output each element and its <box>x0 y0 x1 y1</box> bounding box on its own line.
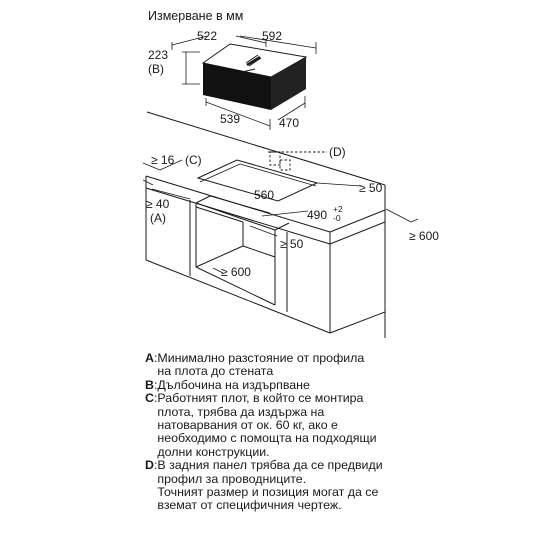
legend-text-line: плота, трябва да издържа на <box>157 404 325 419</box>
legend-key <box>145 459 157 513</box>
legend-key-separator: : <box>153 377 158 392</box>
legend-text-line: В задния панел трябва да се предвиди <box>157 458 383 473</box>
legend-key-letter: B <box>145 377 154 392</box>
legend-item-a <box>145 352 550 379</box>
ref-D: (D) <box>329 145 346 159</box>
legend-text-line: необходимо с помощта на подходящи <box>157 431 377 446</box>
legend-text <box>157 459 550 513</box>
dim-cutout-depth: 490 <box>307 208 328 222</box>
legend-key-separator: : <box>153 458 158 473</box>
dim-min-front-ref: (A) <box>150 211 166 225</box>
dim-cutout-width: 560 <box>254 188 275 202</box>
legend <box>145 352 550 513</box>
legend-item-b <box>145 379 550 392</box>
legend-key <box>145 392 157 459</box>
dim-min-profile-ref: (C) <box>185 153 202 167</box>
legend-text-line: Минимално разстояние от профила <box>157 351 365 365</box>
legend-text-line: натоварвания от ок. 60 кг, ако е <box>157 418 338 433</box>
dim-depth-side: 470 <box>279 116 300 130</box>
dim-cutout-tol-minus: -0 <box>333 213 341 223</box>
dim-width-outer: 592 <box>262 29 283 43</box>
dim-min-front-edge: ≥ 40 <box>146 197 170 211</box>
legend-key <box>145 379 157 392</box>
legend-item-d <box>145 459 550 513</box>
dim-min-opening: ≥ 50 <box>280 237 304 251</box>
dim-height: 223 <box>148 48 169 62</box>
legend-text-line: Точният размер и позиция могат да се <box>157 485 379 500</box>
legend-text-line: долни конструкции. <box>157 444 270 459</box>
legend-text-line: Дълбочина на издърпване <box>157 377 310 392</box>
cooktop-drawing <box>203 44 306 110</box>
dim-cutout-tol-plus: +2 <box>333 204 343 214</box>
legend-key-letter: D <box>145 458 154 473</box>
legend-text-line: профил за проводниците. <box>157 471 307 486</box>
dim-depth-front: 539 <box>220 112 241 126</box>
legend-key-letter: C <box>145 391 154 406</box>
dim-min-cabinet-depth: ≥ 600 <box>409 229 439 243</box>
dim-min-rear: ≥ 50 <box>359 181 383 195</box>
legend-key-separator: : <box>153 351 158 365</box>
legend-text <box>157 392 550 459</box>
dim-min-cabinet-width: ≥ 600 <box>221 265 251 279</box>
worktop-cabinet-drawing <box>146 112 385 338</box>
legend-text-line: Работният плот, в който се монтира <box>157 391 364 406</box>
legend-text-line: вземат от специфичния чертеж. <box>157 498 342 513</box>
dim-min-profile: ≥ 16 <box>151 153 175 167</box>
legend-key-separator: : <box>153 391 158 406</box>
legend-key <box>145 352 157 379</box>
legend-key-letter: A <box>145 351 154 365</box>
legend-text-line: на плота до стената <box>157 364 274 379</box>
legend-text <box>157 352 550 379</box>
dim-height-ref: (B) <box>148 62 164 76</box>
diagram-title: Измерване в мм <box>148 9 244 23</box>
dim-width-top: 522 <box>197 29 218 43</box>
legend-text <box>157 379 550 392</box>
legend-item-c <box>145 392 550 459</box>
cable-profile-marker <box>268 152 327 170</box>
